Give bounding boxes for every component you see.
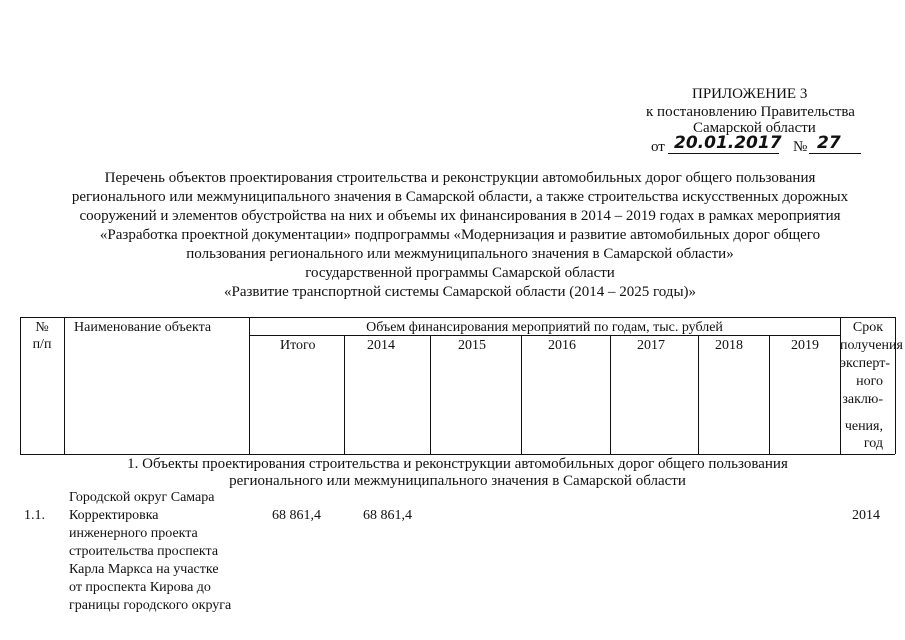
row-name-line-5: Карла Маркса на участке (69, 562, 219, 577)
row-name-line-3: инженерного проекта (69, 526, 198, 541)
row-name-line-4: строительства проспекта (69, 544, 219, 559)
col-total-header: Итого (280, 338, 316, 353)
heading-line-6: государственной программы Самарской области (305, 265, 615, 281)
document-heading (20, 170, 900, 303)
col-term-6: чения, (844, 419, 883, 434)
border-name (249, 317, 250, 454)
date-value: 20.01.2017 (674, 133, 782, 153)
border-2018 (769, 335, 770, 454)
number-value: 27 (817, 133, 841, 153)
row-name-line-1: Городской округ Самара (69, 490, 215, 505)
col-term-1: Срок (852, 320, 883, 335)
row-2014: 68 861,4 (363, 508, 412, 523)
border-num (64, 317, 65, 454)
appendix-title: ПРИЛОЖЕНИЕ 3 (692, 86, 808, 102)
appendix-line-1: к постановлению Правительства (646, 104, 855, 120)
heading-line-7: «Развитие транспортной системы Самарской области (2014 – 2025 годы)» (223, 284, 697, 300)
appendix-line-2: Самарской области (693, 120, 816, 136)
date-prefix: от (651, 139, 665, 155)
heading-line-3: сооружений и элементов обустройства на них и объемы их финансирования в 2014 – 2019 годах в рамках мероприятия (79, 208, 841, 224)
col-num-1: № (35, 320, 49, 335)
col-2015-header: 2015 (458, 338, 486, 353)
col-2016-header: 2016 (548, 338, 576, 353)
col-num-2: п/п (32, 337, 52, 352)
col-2018-header: 2018 (715, 338, 743, 353)
col-2017-header: 2017 (637, 338, 665, 353)
heading-line-4: «Разработка проектной документации» подпрограммы «Модернизация и развитие автомобильных дорог общего (99, 227, 821, 243)
header-bottom-border (20, 454, 895, 455)
border-2017 (698, 335, 699, 454)
number-underline (809, 153, 861, 154)
col-finance-header: Объем финансирования мероприятий по годам, тыс. рублей (366, 320, 723, 335)
row-total: 68 861,4 (272, 508, 321, 523)
col-term-7: год (863, 436, 883, 451)
col-term-5: заклю- (842, 392, 883, 407)
number-prefix: № (793, 139, 808, 155)
date-underline (668, 153, 779, 154)
col-term-2: получения (840, 338, 903, 353)
col-name-header: Наименование объекта (74, 320, 212, 335)
border-2015 (521, 335, 522, 454)
row-name-line-2: Корректировка (69, 508, 159, 523)
section-1-line-1: 1. Объекты проектирования строительства и реконструкции автомобильных дорог общего пользования (127, 456, 788, 472)
border-2014 (430, 335, 431, 454)
heading-line-1: Перечень объектов проектирования строительства и реконструкции автомобильных дорог общего пользования (104, 170, 816, 186)
border-2016 (610, 335, 611, 454)
col-term-3: эксперт- (840, 356, 890, 371)
row-name-line-6: от проспекта Кирова до (69, 580, 211, 595)
heading-line-2: регионального или межмуниципального значения в Самарской области, а также строительства искусственных дорожных (71, 189, 849, 205)
border-total (344, 335, 345, 454)
col-term-4: ного (856, 374, 883, 389)
table-top-border (20, 317, 895, 318)
row-term: 2014 (852, 508, 880, 523)
heading-line-5: пользования регионального или межмуниципального значения в Самарской области» (186, 246, 734, 262)
section-1-line-2: регионального или межмуниципального значения в Самарской области (229, 473, 686, 489)
row-num: 1.1. (24, 508, 45, 523)
row-name-line-7: границы городского округа (69, 598, 232, 613)
col-2019-header: 2019 (791, 338, 819, 353)
col-2014-header: 2014 (367, 338, 395, 353)
